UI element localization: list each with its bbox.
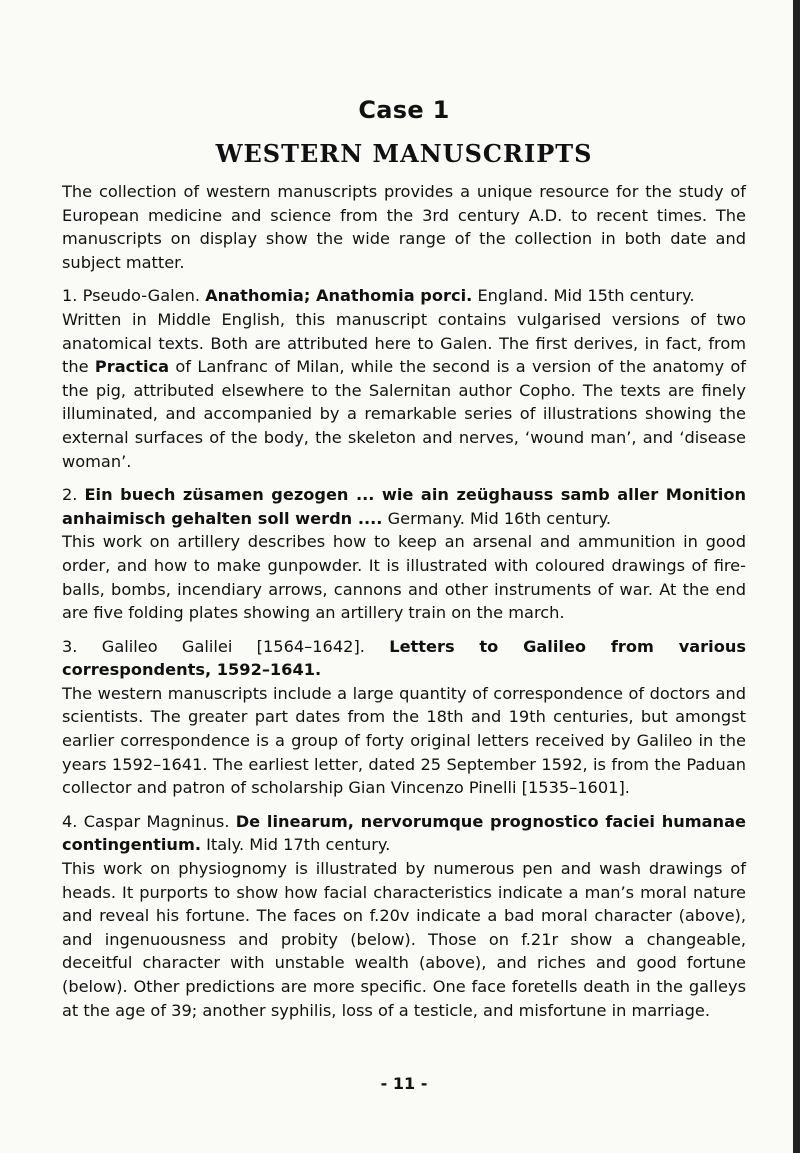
case-heading: Case 1: [358, 96, 450, 124]
entry-1-desc-part2: of Lanfranc of Milan, while the second is a version of the anatomy of the pig, attributed elsewhere to the Salernitan author Copho. The texts are finely illuminated, and accompanied by a remarkable series of illustrations showing the external surfaces of the body, the skeleton and nerves, ‘wound man’, and ‘disease woman’.: [62, 357, 746, 471]
entry-3-description: The western manuscripts include a large quantity of correspondence of doctors and scientists. The greater part dates from the 18th and 19th centuries, but amongst earlier correspondence is a group of forty original letters received by Galileo in the years 1592–1641. The earliest letter, dated 25 September 1592, is from the Paduan collector and patron of scholarship Gian Vincenzo Pinelli [1535–1601].: [62, 683, 746, 798]
catalogue-entry-1: [62, 284, 746, 473]
catalogue-entry-3: [62, 635, 746, 800]
entry-4-place-date: Italy. Mid 17th century.: [206, 835, 391, 855]
entry-1-desc-part1: Written in Middle English, this manuscript contains vulgarised versions of two anatomical texts. Both are attributed here to Galen. The first derives, in fact, from the: [62, 309, 746, 377]
entry-4-description: This work on physiognomy is illustrated by numerous pen and wash drawings of heads. It purports to show how facial characteristics indicate a man’s moral nature and reveal his fortune. The faces on f.20v indicate a bad moral character (above), and ingenuousness and probity (below). Those on f.21r show a changeable, deceitful character with unstable wealth (above), and riches and good fortune (below). Other predictions are more specific. One face foretells death in the galleys at the age of 39; another syphilis, loss of a testicle, and misfortune in marriage.: [62, 859, 746, 1020]
entry-1-number: 1.: [62, 286, 78, 306]
entry-4-title: De linearum, nervorumque prognostico faciei humanae contingentium.: [62, 811, 746, 855]
catalogue-entry-4: [62, 810, 746, 1022]
page-number: - 11 -: [380, 1074, 428, 1093]
entry-1-author: Pseudo-Galen.: [82, 286, 200, 306]
entry-1-title: Anathomia; Anathomia porci.: [205, 286, 473, 306]
entry-1-heading: [62, 284, 746, 308]
entry-2-heading: [62, 483, 746, 530]
section-title: WESTERN MANUSCRIPTS: [215, 139, 593, 168]
entry-2-place-date: Germany. Mid 16th century.: [387, 508, 612, 528]
entry-1-desc-bold: Practica: [94, 357, 170, 377]
body-text: [62, 180, 746, 1032]
intro-paragraph: The collection of western manuscripts provides a unique resource for the study of European medicine and science from the 3rd century A.D. to recent times. The manuscripts on display show the wide range of the collection in both date and subject matter.: [62, 182, 746, 272]
catalogue-entry-2: [62, 483, 746, 625]
entry-2-description: This work on artillery describes how to keep an arsenal and ammunition in good order, and how to make gunpowder. It is illustrated with coloured drawings of fire-balls, bombs, incendiary arrows, cannons and other instruments of war. At the end are five folding plates showing an artillery train on the march.: [62, 532, 746, 623]
entry-1-place-date: England. Mid 15th century.: [477, 286, 695, 306]
page-edge-shadow: [793, 0, 800, 1153]
entry-4-author: Caspar Magninus.: [83, 811, 230, 831]
entry-3-number: 3.: [62, 636, 78, 656]
entry-3-author: Galileo Galilei [1564–1642].: [101, 636, 365, 656]
entry-4-number: 4.: [62, 811, 78, 831]
entry-2-number: 2.: [62, 485, 78, 505]
entry-4-heading: [62, 810, 746, 857]
entry-3-heading: [62, 635, 746, 682]
entry-2-title: Ein buech züsamen gezogen ... wie ain zeüghauss samb aller Monition anhaimisch gehalten soll werdn ....: [62, 485, 746, 528]
entry-3-title: Letters to Galileo from various correspondents, 1592–1641.: [62, 636, 746, 680]
entry-1-description: [62, 308, 746, 473]
